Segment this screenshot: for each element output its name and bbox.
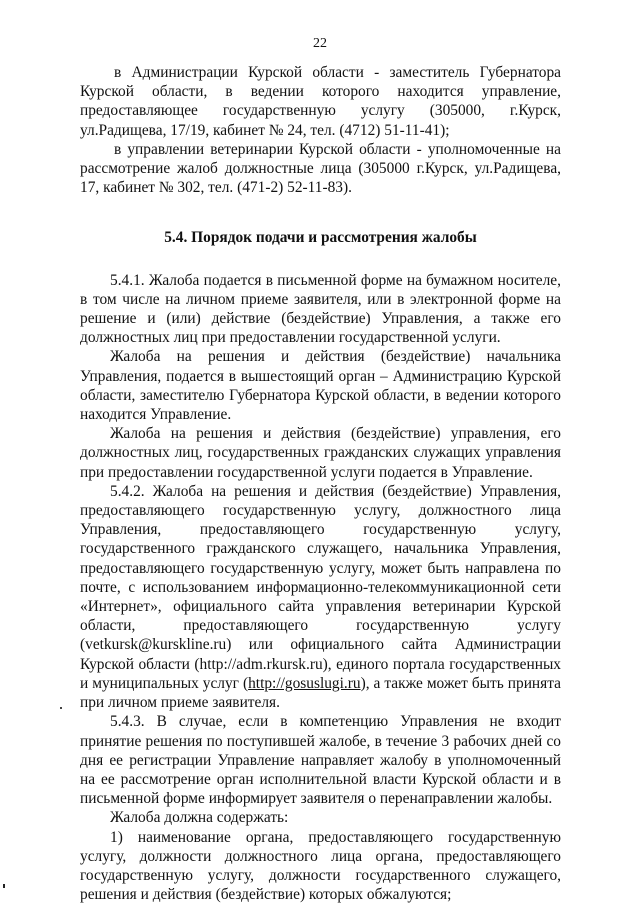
paragraph-complaint-management: Жалоба на решения и действия (бездействие) управления, его должностных лиц, государственных гражданских служащих управления при предоставлении государственной услуги подается в Управление. xyxy=(80,425,561,481)
paragraph-5-4-3: 5.4.3. В случае, если в компетенцию Управления не входит принятие решения по поступившей жалобе, в течение 3 рабочих дней со дня ее регистрации Управление направляет жалобу в уполномоченный на ее рассмотрение орган исполнительной власти Курской области и в письменной форме информирует заявителя о перенаправлении жалобы. xyxy=(80,713,561,808)
paragraph-complaint-head: Жалоба на решения и действия (бездействие) начальника Управления, подается в вышестоящий орган – Администрацию Курской области, заместителю Губернатора Курской области, в ведении которого находится Управление. xyxy=(80,348,561,424)
page-number: 22 xyxy=(313,36,327,51)
scan-speck xyxy=(60,707,62,709)
intro-paragraph-administration: в Администрации Курской области - заместитель Губернатора Курской области, в ведении которого находится управление, предоставляющее государственную услугу (305000, г.Курск, ул.Радищева, 17/19, кабинет № 24, тел. (4712) 51-11-41); xyxy=(80,64,561,139)
paragraph-5-4-1: 5.4.1. Жалоба подается в письменной форме на бумажном носителе, в том числе на личном приеме заявителя, или в электронной форме на решение и (или) действие (бездействие) Управления, а также его должностных лиц при предоставлении государственной услуги. xyxy=(80,271,561,347)
intro-paragraph-veterinary: в управлении ветеринарии Курской области - уполномоченные на рассмотрение жалоб должностные лица (305000 г.Курск, ул.Радищева, 17, кабинет № 302, тел. (471-2) 52-11-83). xyxy=(80,140,561,197)
document-body xyxy=(80,63,561,904)
complaint-content-intro: Жалоба должна содержать: xyxy=(110,809,289,827)
gosuslugi-link[interactable]: http://gosuslugi.ru xyxy=(248,674,361,692)
paragraph-5-4-2-tail: ), а также может быть принята при личном приеме заявителя. xyxy=(80,674,561,712)
section-heading: 5.4. Порядок подачи и рассмотрения жалобы xyxy=(164,229,477,247)
paragraph-5-4-2-text: 5.4.2. Жалоба на решения и действия (бездействие) Управления, предоставляющего государственную услугу, должностного лица Управления, предоставляющего государственную услугу, государственного гражданского служащего, начальника Управления, предоставляющего государственную услугу, может быть направлена по почте, с использованием информационно-телекоммуникационной сети «Интернет», официального сайта управления ветеринарии Курской области, предоставляющего государственную услугу (vetkursk@kurskline.ru) или официального сайта Администрации Курской области (http://adm.rkursk.ru), единого портала государственных и муниципальных услуг ( xyxy=(80,482,561,692)
paragraph-5-4-2 xyxy=(80,482,561,712)
scan-edge-mark xyxy=(3,884,5,888)
list-item-1: 1) наименование органа, предоставляющего государственную услугу, должности должностного лица органа, предоставляющего государственную услугу, должности государственного служащего, решения и действия (бездействие) которых обжалуются; xyxy=(80,828,561,904)
